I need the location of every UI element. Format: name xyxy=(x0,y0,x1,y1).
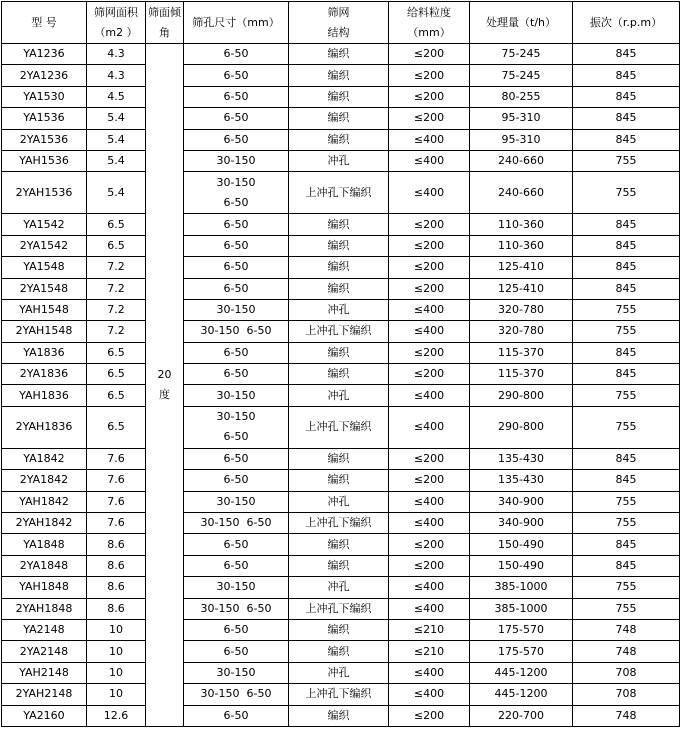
header-structure-line2: 结构 xyxy=(327,25,350,39)
hole-size-cell xyxy=(184,321,289,342)
structure-cell: 上冲孔下编织 xyxy=(289,684,389,705)
angle-unit: 度 xyxy=(159,387,170,401)
structure-cell: 冲孔 xyxy=(289,577,389,598)
hole-size-cell xyxy=(184,577,289,598)
hole-size-cell xyxy=(184,662,289,683)
area-cell: 4.3 xyxy=(87,44,146,65)
structure-cell: 编织 xyxy=(289,65,389,86)
area-cell: 4.3 xyxy=(87,65,146,86)
vibration-cell: 755 xyxy=(573,150,680,171)
vibration-cell: 755 xyxy=(573,577,680,598)
model-cell: 2YAH1548 xyxy=(2,321,87,342)
capacity-cell: 320-780 xyxy=(470,321,573,342)
capacity-cell: 290-800 xyxy=(470,385,573,406)
vibration-cell: 845 xyxy=(573,129,680,150)
hole-size-value: 30-150 6-50 xyxy=(200,601,272,615)
structure-cell: 上冲孔下编织 xyxy=(289,598,389,619)
table-row xyxy=(2,662,680,683)
table-row xyxy=(2,108,680,129)
structure-cell: 编织 xyxy=(289,534,389,555)
feed-size-cell: ≤200 xyxy=(389,235,470,256)
model-cell: YAH1536 xyxy=(2,150,87,171)
vibration-cell: 755 xyxy=(573,491,680,512)
header-angle-line1: 筛面倾 xyxy=(148,5,181,19)
capacity-cell: 150-490 xyxy=(470,534,573,555)
table-row xyxy=(2,172,680,214)
hole-size-value: 6-50 xyxy=(223,238,249,252)
structure-cell: 冲孔 xyxy=(289,299,389,320)
table-row xyxy=(2,150,680,171)
structure-cell: 冲孔 xyxy=(289,662,389,683)
capacity-cell: 110-360 xyxy=(470,214,573,235)
capacity-cell: 125-410 xyxy=(470,257,573,278)
header-row xyxy=(2,2,680,44)
table-row xyxy=(2,278,680,299)
structure-cell: 上冲孔下编织 xyxy=(289,321,389,342)
feed-size-cell: ≤400 xyxy=(389,385,470,406)
model-cell: YA1836 xyxy=(2,342,87,363)
table-row xyxy=(2,342,680,363)
area-cell: 8.6 xyxy=(87,598,146,619)
model-cell: YAH1548 xyxy=(2,299,87,320)
model-cell: YA2148 xyxy=(2,619,87,640)
table-row xyxy=(2,641,680,662)
hole-size-value: 30-150 xyxy=(216,580,256,594)
capacity-cell: 115-370 xyxy=(470,364,573,385)
hole-size-value: 30-150 xyxy=(216,154,256,168)
structure-cell: 编织 xyxy=(289,342,389,363)
table-row xyxy=(2,577,680,598)
capacity-cell: 340-900 xyxy=(470,513,573,534)
capacity-cell: 340-900 xyxy=(470,491,573,512)
angle-value: 20 xyxy=(157,367,172,381)
table-row xyxy=(2,513,680,534)
hole-size-value: 6-50 xyxy=(223,708,249,722)
model-cell: YA1842 xyxy=(2,448,87,469)
structure-cell: 编织 xyxy=(289,129,389,150)
vibration-cell: 755 xyxy=(573,172,680,214)
table-row xyxy=(2,619,680,640)
hole-size-value: 6-50 xyxy=(223,195,249,209)
feed-size-cell: ≤200 xyxy=(389,214,470,235)
capacity-cell: 445-1200 xyxy=(470,684,573,705)
area-cell: 5.4 xyxy=(87,172,146,214)
hole-size-cell xyxy=(184,555,289,576)
model-cell: 2YA1836 xyxy=(2,364,87,385)
structure-cell: 冲孔 xyxy=(289,150,389,171)
table-row xyxy=(2,448,680,469)
hole-size-cell xyxy=(184,364,289,385)
capacity-cell: 240-660 xyxy=(470,172,573,214)
model-cell: 2YA1842 xyxy=(2,470,87,491)
header-hole-size: 筛孔尺寸（mm） xyxy=(184,2,289,44)
area-cell: 7.2 xyxy=(87,299,146,320)
feed-size-cell: ≤400 xyxy=(389,150,470,171)
hole-size-value: 6-50 xyxy=(223,430,249,444)
vibration-cell: 845 xyxy=(573,278,680,299)
vibration-cell: 845 xyxy=(573,214,680,235)
structure-cell: 上冲孔下编织 xyxy=(289,513,389,534)
capacity-cell: 175-570 xyxy=(470,641,573,662)
vibration-cell: 845 xyxy=(573,44,680,65)
model-cell: YA2160 xyxy=(2,705,87,726)
hole-size-value: 6-50 xyxy=(223,281,249,295)
vibration-cell: 845 xyxy=(573,108,680,129)
hole-size-cell xyxy=(184,513,289,534)
vibration-cell: 845 xyxy=(573,235,680,256)
model-cell: 2YA1548 xyxy=(2,278,87,299)
model-cell: YA1236 xyxy=(2,44,87,65)
capacity-cell: 385-1000 xyxy=(470,598,573,619)
feed-size-cell: ≤400 xyxy=(389,129,470,150)
area-cell: 8.6 xyxy=(87,577,146,598)
table-row xyxy=(2,364,680,385)
header-structure-line1: 筛网 xyxy=(327,5,350,19)
table-row xyxy=(2,299,680,320)
vibration-cell: 845 xyxy=(573,257,680,278)
hole-size-cell xyxy=(184,257,289,278)
hole-size-value: 6-50 xyxy=(223,111,249,125)
area-cell: 7.6 xyxy=(87,470,146,491)
feed-size-cell: ≤400 xyxy=(389,577,470,598)
area-cell: 6.5 xyxy=(87,364,146,385)
feed-size-cell: ≤200 xyxy=(389,108,470,129)
hole-size-cell xyxy=(184,44,289,65)
area-cell: 7.6 xyxy=(87,448,146,469)
table-row xyxy=(2,385,680,406)
structure-cell: 冲孔 xyxy=(289,491,389,512)
area-cell: 5.4 xyxy=(87,129,146,150)
structure-cell: 编织 xyxy=(289,278,389,299)
vibration-cell: 755 xyxy=(573,321,680,342)
hole-size-cell xyxy=(184,214,289,235)
area-cell: 6.5 xyxy=(87,342,146,363)
feed-size-cell: ≤200 xyxy=(389,65,470,86)
hole-size-cell xyxy=(184,598,289,619)
table-row xyxy=(2,44,680,65)
structure-cell: 编织 xyxy=(289,235,389,256)
model-cell: 2YA1236 xyxy=(2,65,87,86)
feed-size-cell: ≤400 xyxy=(389,406,470,448)
model-cell: 2YAH1836 xyxy=(2,406,87,448)
hole-size-cell xyxy=(184,385,289,406)
vibration-cell: 748 xyxy=(573,619,680,640)
area-cell: 10 xyxy=(87,641,146,662)
capacity-cell: 115-370 xyxy=(470,342,573,363)
structure-cell: 编织 xyxy=(289,619,389,640)
area-cell: 8.6 xyxy=(87,555,146,576)
feed-size-cell: ≤400 xyxy=(389,321,470,342)
structure-cell: 编织 xyxy=(289,448,389,469)
vibration-cell: 755 xyxy=(573,513,680,534)
feed-size-cell: ≤400 xyxy=(389,598,470,619)
hole-size-cell xyxy=(184,534,289,555)
hole-size-cell xyxy=(184,406,289,448)
hole-size-cell xyxy=(184,235,289,256)
feed-size-cell: ≤200 xyxy=(389,44,470,65)
hole-size-value: 30-150 xyxy=(216,175,256,189)
structure-cell: 编织 xyxy=(289,555,389,576)
feed-size-cell: ≤210 xyxy=(389,619,470,640)
vibration-cell: 845 xyxy=(573,470,680,491)
hole-size-value: 30-150 xyxy=(216,388,256,402)
structure-cell: 编织 xyxy=(289,214,389,235)
table-row xyxy=(2,321,680,342)
feed-size-cell: ≤400 xyxy=(389,662,470,683)
area-cell: 7.6 xyxy=(87,513,146,534)
area-cell: 7.2 xyxy=(87,278,146,299)
hole-size-value: 6-50 xyxy=(223,623,249,637)
model-cell: 2YA1542 xyxy=(2,235,87,256)
feed-size-cell: ≤200 xyxy=(389,342,470,363)
hole-size-value: 6-50 xyxy=(223,537,249,551)
capacity-cell: 95-310 xyxy=(470,129,573,150)
header-model: 型 号 xyxy=(2,2,87,44)
hole-size-cell xyxy=(184,470,289,491)
hole-size-value: 6-50 xyxy=(223,132,249,146)
hole-size-cell xyxy=(184,299,289,320)
hole-size-value: 6-50 xyxy=(223,367,249,381)
area-cell: 7.6 xyxy=(87,491,146,512)
hole-size-value: 30-150 xyxy=(216,665,256,679)
hole-size-cell xyxy=(184,342,289,363)
vibration-cell: 755 xyxy=(573,406,680,448)
structure-cell: 冲孔 xyxy=(289,385,389,406)
vibration-cell: 845 xyxy=(573,65,680,86)
table-row xyxy=(2,598,680,619)
structure-cell: 编织 xyxy=(289,470,389,491)
capacity-cell: 175-570 xyxy=(470,619,573,640)
model-cell: 2YAH1536 xyxy=(2,172,87,214)
table-row xyxy=(2,534,680,555)
hole-size-value: 6-50 xyxy=(223,68,249,82)
vibration-cell: 845 xyxy=(573,342,680,363)
structure-cell: 编织 xyxy=(289,44,389,65)
hole-size-value: 30-150 6-50 xyxy=(200,687,272,701)
model-cell: YAH1842 xyxy=(2,491,87,512)
vibration-cell: 845 xyxy=(573,364,680,385)
hole-size-cell xyxy=(184,278,289,299)
capacity-cell: 290-800 xyxy=(470,406,573,448)
feed-size-cell: ≤210 xyxy=(389,641,470,662)
hole-size-cell xyxy=(184,491,289,512)
capacity-cell: 135-430 xyxy=(470,448,573,469)
feed-size-cell: ≤400 xyxy=(389,172,470,214)
structure-cell: 编织 xyxy=(289,705,389,726)
hole-size-value: 6-50 xyxy=(223,345,249,359)
hole-size-cell xyxy=(184,65,289,86)
header-angle xyxy=(146,2,184,44)
model-cell: 2YA2148 xyxy=(2,641,87,662)
table-row xyxy=(2,129,680,150)
hole-size-value: 6-50 xyxy=(223,89,249,103)
hole-size-value: 6-50 xyxy=(223,47,249,61)
feed-size-cell: ≤200 xyxy=(389,364,470,385)
model-cell: 2YAH1842 xyxy=(2,513,87,534)
vibration-cell: 748 xyxy=(573,641,680,662)
area-cell: 12.6 xyxy=(87,705,146,726)
header-vibration: 振次（r.p.m） xyxy=(573,2,680,44)
area-cell: 5.4 xyxy=(87,108,146,129)
vibration-cell: 755 xyxy=(573,385,680,406)
hole-size-cell xyxy=(184,619,289,640)
vibration-cell: 755 xyxy=(573,598,680,619)
vibration-cell: 755 xyxy=(573,299,680,320)
table-row xyxy=(2,491,680,512)
table-row xyxy=(2,470,680,491)
capacity-cell: 125-410 xyxy=(470,278,573,299)
model-cell: 2YA1536 xyxy=(2,129,87,150)
feed-size-cell: ≤200 xyxy=(389,257,470,278)
header-area xyxy=(87,2,146,44)
vibration-cell: 748 xyxy=(573,705,680,726)
hole-size-cell xyxy=(184,86,289,107)
angle-cell xyxy=(146,44,184,727)
capacity-cell: 240-660 xyxy=(470,150,573,171)
area-cell: 5.4 xyxy=(87,150,146,171)
table-row xyxy=(2,235,680,256)
hole-size-value: 30-150 6-50 xyxy=(200,516,272,530)
hole-size-cell xyxy=(184,172,289,214)
vibration-cell: 708 xyxy=(573,684,680,705)
capacity-cell: 80-255 xyxy=(470,86,573,107)
hole-size-value: 6-50 xyxy=(223,217,249,231)
feed-size-cell: ≤400 xyxy=(389,491,470,512)
feed-size-cell: ≤400 xyxy=(389,513,470,534)
structure-cell: 编织 xyxy=(289,108,389,129)
header-capacity: 处理量（t/h） xyxy=(470,2,573,44)
area-cell: 10 xyxy=(87,684,146,705)
hole-size-value: 6-50 xyxy=(223,644,249,658)
area-cell: 4.5 xyxy=(87,86,146,107)
model-cell: YAH2148 xyxy=(2,662,87,683)
vibration-cell: 708 xyxy=(573,662,680,683)
area-cell: 7.2 xyxy=(87,257,146,278)
area-cell: 6.5 xyxy=(87,406,146,448)
hole-size-cell xyxy=(184,150,289,171)
area-cell: 10 xyxy=(87,619,146,640)
model-cell: YA1548 xyxy=(2,257,87,278)
hole-size-cell xyxy=(184,684,289,705)
area-cell: 6.5 xyxy=(87,235,146,256)
feed-size-cell: ≤200 xyxy=(389,470,470,491)
header-angle-line2: 角 xyxy=(159,25,170,39)
hole-size-cell xyxy=(184,448,289,469)
feed-size-cell: ≤200 xyxy=(389,555,470,576)
area-cell: 8.6 xyxy=(87,534,146,555)
structure-cell: 编织 xyxy=(289,86,389,107)
structure-cell: 编织 xyxy=(289,641,389,662)
hole-size-cell xyxy=(184,705,289,726)
model-cell: 2YA1848 xyxy=(2,555,87,576)
capacity-cell: 75-245 xyxy=(470,65,573,86)
table-row xyxy=(2,86,680,107)
hole-size-value: 30-150 xyxy=(216,494,256,508)
hole-size-cell xyxy=(184,108,289,129)
header-area-line2: （m2 ） xyxy=(94,25,138,39)
structure-cell: 编织 xyxy=(289,364,389,385)
table-row xyxy=(2,406,680,448)
vibration-cell: 845 xyxy=(573,86,680,107)
capacity-cell: 75-245 xyxy=(470,44,573,65)
hole-size-value: 6-50 xyxy=(223,452,249,466)
capacity-cell: 320-780 xyxy=(470,299,573,320)
area-cell: 6.5 xyxy=(87,385,146,406)
feed-size-cell: ≤200 xyxy=(389,86,470,107)
feed-size-cell: ≤400 xyxy=(389,684,470,705)
hole-size-value: 30-150 xyxy=(216,410,256,424)
capacity-cell: 150-490 xyxy=(470,555,573,576)
header-area-line1: 筛网面积 xyxy=(94,5,138,19)
area-cell: 10 xyxy=(87,662,146,683)
capacity-cell: 110-360 xyxy=(470,235,573,256)
table-row xyxy=(2,555,680,576)
hole-size-value: 6-50 xyxy=(223,260,249,274)
feed-size-cell: ≤200 xyxy=(389,534,470,555)
vibration-cell: 845 xyxy=(573,448,680,469)
table-row xyxy=(2,705,680,726)
model-cell: YA1542 xyxy=(2,214,87,235)
area-cell: 7.2 xyxy=(87,321,146,342)
capacity-cell: 95-310 xyxy=(470,108,573,129)
feed-size-cell: ≤200 xyxy=(389,448,470,469)
structure-cell: 编织 xyxy=(289,257,389,278)
capacity-cell: 445-1200 xyxy=(470,662,573,683)
model-cell: YAH1848 xyxy=(2,577,87,598)
feed-size-cell: ≤200 xyxy=(389,705,470,726)
model-cell: 2YAH1848 xyxy=(2,598,87,619)
hole-size-cell xyxy=(184,129,289,150)
model-cell: YA1530 xyxy=(2,86,87,107)
feed-size-cell: ≤200 xyxy=(389,278,470,299)
capacity-cell: 135-430 xyxy=(470,470,573,491)
spec-table xyxy=(1,1,680,727)
vibration-cell: 845 xyxy=(573,555,680,576)
hole-size-value: 6-50 xyxy=(223,473,249,487)
vibration-cell: 845 xyxy=(573,534,680,555)
model-cell: 2YAH2148 xyxy=(2,684,87,705)
table-row xyxy=(2,684,680,705)
table-row xyxy=(2,214,680,235)
capacity-cell: 385-1000 xyxy=(470,577,573,598)
model-cell: YA1848 xyxy=(2,534,87,555)
hole-size-value: 30-150 6-50 xyxy=(200,324,272,338)
structure-cell: 上冲孔下编织 xyxy=(289,406,389,448)
structure-cell: 上冲孔下编织 xyxy=(289,172,389,214)
header-screen-structure xyxy=(289,2,389,44)
header-feed-size: 给料粒度（mm） xyxy=(389,2,470,44)
hole-size-value: 30-150 xyxy=(216,303,256,317)
model-cell: YAH1836 xyxy=(2,385,87,406)
table-row xyxy=(2,65,680,86)
table-row xyxy=(2,257,680,278)
hole-size-cell xyxy=(184,641,289,662)
hole-size-value: 6-50 xyxy=(223,559,249,572)
area-cell: 6.5 xyxy=(87,214,146,235)
model-cell: YA1536 xyxy=(2,108,87,129)
feed-size-cell: ≤400 xyxy=(389,299,470,320)
capacity-cell: 220-700 xyxy=(470,705,573,726)
table-body xyxy=(2,44,680,727)
